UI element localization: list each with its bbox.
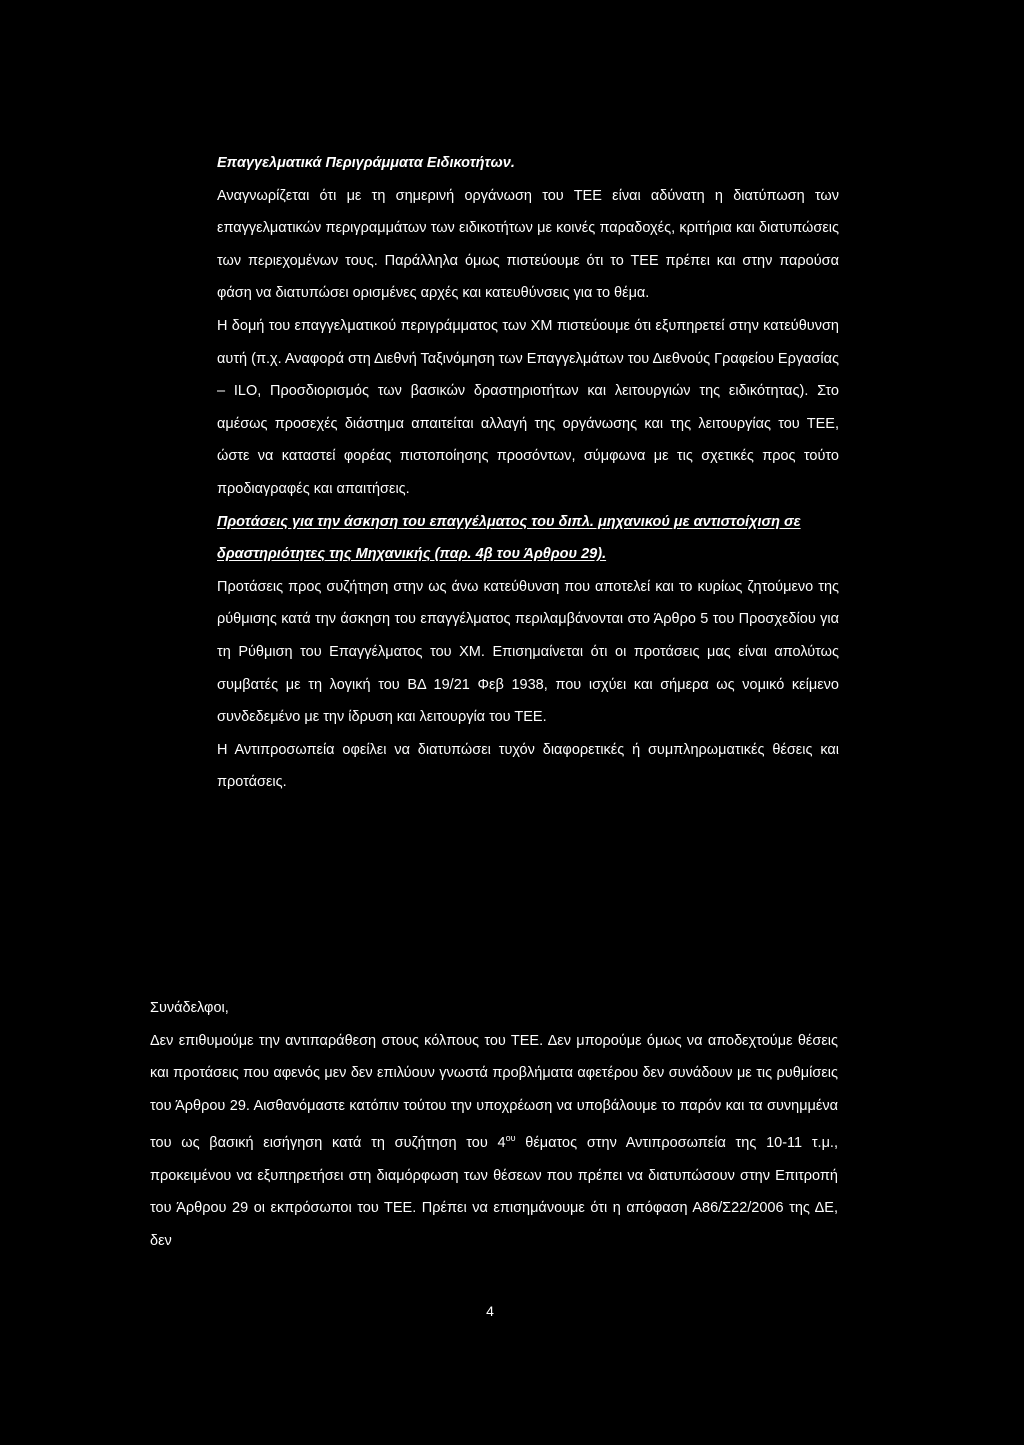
section-heading-proposals: Προτάσεις για την άσκηση του επαγγέλματος του διπλ. μηχανικού με αντιστοίχιση σε δραστηριότητες της Μηχανικής (παρ. 4β του Άρθρου 29). <box>217 513 801 563</box>
paragraph-structure: Η δομή του επαγγελματικού περιγράμματος των ΧΜ πιστεύουμε ότι εξυπηρετεί στην κατεύθυνση αυτή (π.χ. Αναφορά στη Διεθνή Ταξινόμηση των Επαγγελμάτων του Διεθνούς Γραφείου Εργασίας – ILO, Προσδιορισμός των βασικών δραστηριοτήτων και λειτουργιών της ειδικότητας). Στο αμέσως προσεχές διάστημα απαιτείται αλλαγή της οργάνωσης και της λειτουργίας του ΤΕΕ, ώστε να καταστεί φορέας πιστοποίησης προσόντων, σύμφωνα με τις σχετικές προς τούτο προδιαγραφές και απαιτήσεις. <box>217 317 839 497</box>
closing-text-before: Δεν επιθυμούμε την αντιπαράθεση στους κόλπους του ΤΕΕ. Δεν μπορούμε όμως να αποδεχτούμε θέσεις και προτάσεις που αφενός μεν δεν επιλύουν γνωστά προβλήματα αφετέρου δεν συνάδουν με τις ρυθμίσεις του Άρθρου 29. Αισθανόμαστε κατόπιν τούτου την υποχρέωση να υποβάλουμε το παρόν και τα συνημμένα του ως βασική εισήγηση κατά τη συζήτηση του 4 <box>150 1032 838 1152</box>
ordinal-superscript: ου <box>505 1133 516 1144</box>
section-heading-profiles: Επαγγελματικά Περιγράμματα Ειδικοτήτων. <box>217 155 515 171</box>
page-number: 4 <box>486 1303 494 1319</box>
paragraph-recognition: Αναγνωρίζεται ότι με τη σημερινή οργάνωση του ΤΕΕ είναι αδύνατη η διατύπωση των επαγγελματικών περιγραμμάτων των ειδικοτήτων με κοινές παραδοχές, κριτήρια και διατυπώσεις των περιεχομένων τους. Παράλληλα όμως πιστεύουμε ότι το ΤΕΕ πρέπει και στην παρούσα φάση να διατυπώσει ορισμένες αρχές και κατευθύνσεις για το θέμα. <box>217 187 839 302</box>
paragraph-delegation: Η Αντιπροσωπεία οφείλει να διατυπώσει τυχόν διαφορετικές ή συμπληρωματικές θέσεις και προτάσεις. <box>217 741 839 791</box>
paragraph-proposals: Προτάσεις προς συζήτηση στην ως άνω κατεύθυνση που αποτελεί και το κυρίως ζητούμενο της ρύθμισης κατά την άσκηση του επαγγέλματος περιλαμβάνονται στο Άρθρο 5 του Προσχεδίου για τη Ρύθμιση του Επαγγέλματος του ΧΜ. Επισημαίνεται ότι οι προτάσεις μας είναι απολύτως συμβατές με τη λογική του ΒΔ 19/21 Φεβ 1938, που ισχύει και σήμερα ως νομικό κείμενο συνδεδεμένο με την ίδρυση και λειτουργία του ΤΕΕ. <box>217 578 839 726</box>
paragraph-closing <box>150 1025 838 1258</box>
section-closing <box>150 992 838 1258</box>
closing-text-after: θέματος στην Αντιπροσωπεία της 10-11 τ.μ., προκειμένου να εξυπηρετήσει στη διαμόρφωση των θέσεων που πρέπει να διατυπώσουν στην Επιτροπή του Άρθρου 29 οι εκπρόσωποι του ΤΕΕ. Πρέπει να επισημάνουμε ότι η απόφαση Α86/Σ22/2006 της ΔΕ, δεν <box>150 1135 838 1249</box>
greeting: Συνάδελφοι, <box>150 1000 229 1016</box>
section-professional-profiles <box>217 147 839 799</box>
